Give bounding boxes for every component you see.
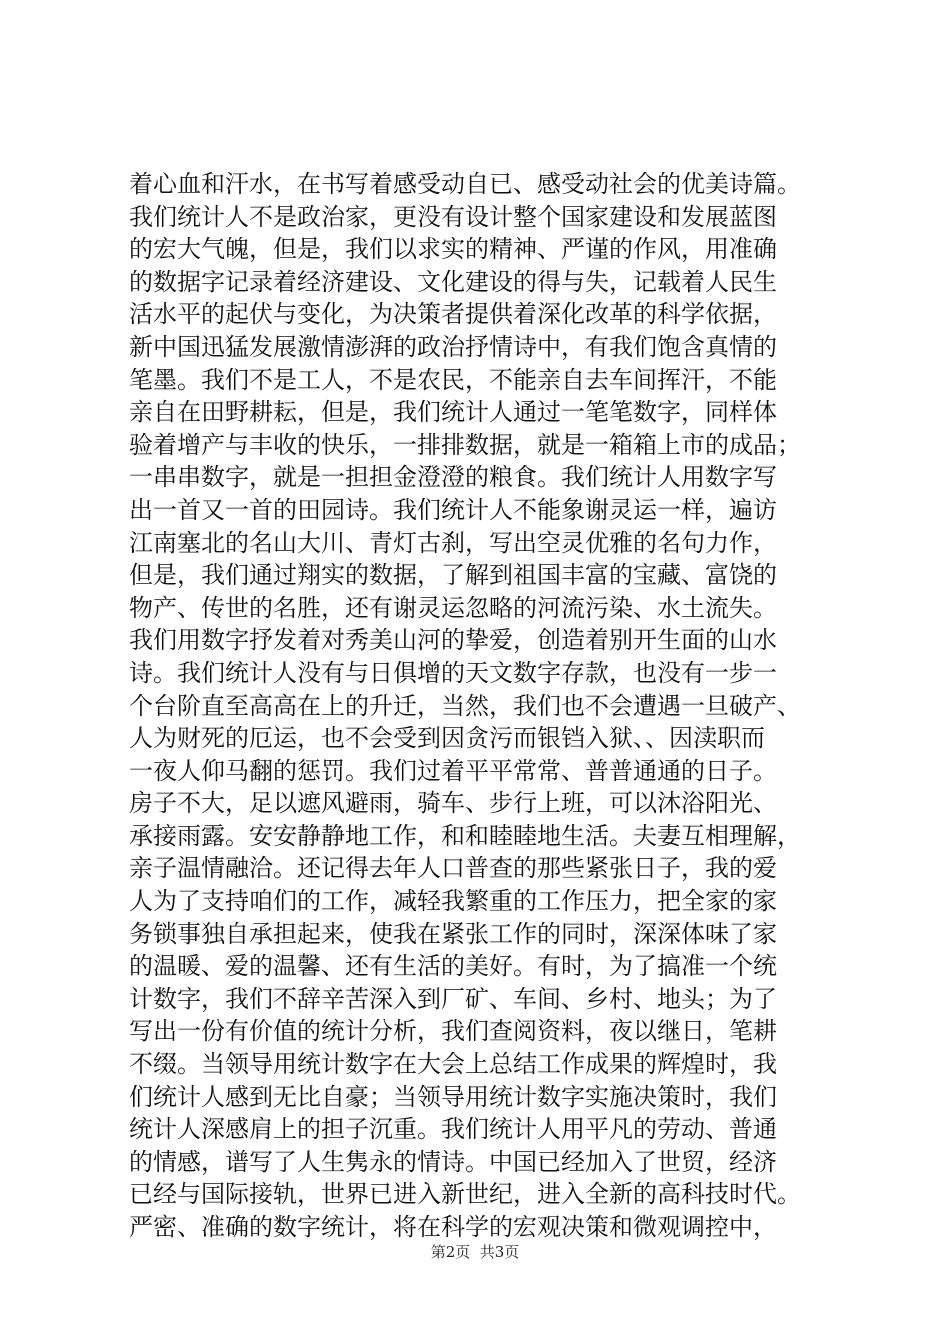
text-line: 活水平的起伏与变化，为决策者提供着深化改革的科学依据， — [129, 300, 777, 329]
text-line: 出一首又一首的田园诗。我们统计人不能象谢灵运一样，遍访 — [129, 495, 777, 524]
text-line: 计数字，我们不辞辛苦深入到厂矿、车间、乡村、地头；为了 — [129, 984, 777, 1013]
text-line: 但是，我们通过翔实的数据，了解到祖国丰富的宝藏、富饶的 — [129, 561, 777, 590]
text-line: 严密、准确的数字统计，将在科学的宏观决策和微观调控中， — [129, 1213, 777, 1241]
text-line: 们统计人感到无比自豪；当领导用统计数字实施决策时，我们 — [129, 1082, 777, 1111]
text-line: 的温暖、爱的温馨、还有生活的美好。有时，为了搞准一个统 — [129, 952, 777, 981]
text-line: 人为财死的厄运，也不会受到因贪污而银铛入狱、、因渎职而 — [129, 724, 765, 753]
body-text — [129, 168, 829, 1244]
text-line: 验着增产与丰收的快乐，一排排数据，就是一箱箱上市的成品； — [129, 430, 801, 459]
text-line: 新中国迅猛发展激情澎湃的政治抒情诗中，有我们饱含真情的 — [129, 332, 777, 361]
text-line: 务锁事独自承担起来，使我在紧张工作的同时，深深体味了家 — [129, 919, 777, 948]
text-line: 我们统计人不是政治家，更没有设计整个国家建设和发展蓝图 — [129, 202, 777, 231]
text-line: 江南塞北的名山大川、青灯古刹，写出空灵优雅的名句力作， — [129, 528, 777, 557]
text-line: 一夜人仰马翻的惩罚。我们过着平平常常、普普通通的日子。 — [129, 756, 777, 785]
text-line: 的宏大气魄，但是，我们以求实的精神、严谨的作风，用准确 — [129, 235, 777, 264]
text-line: 着心血和汗水，在书写着感受动自已、感受动社会的优美诗篇。 — [129, 170, 801, 198]
text-line: 房子不大，足以遮风避雨，骑车、步行上班，可以沐浴阳光、 — [129, 789, 777, 818]
text-line: 已经与国际接轨，世界已进入新世纪，进入全新的高科技时代。 — [129, 1180, 801, 1209]
text-line: 诗。我们统计人没有与日俱增的天文数字存款，也没有一步一 — [129, 658, 777, 687]
text-line: 笔墨。我们不是工人，不是农民，不能亲自去车间挥汗，不能 — [129, 365, 777, 394]
text-line: 物产、传世的名胜，还有谢灵运忽略的河流污染、水土流失。 — [129, 593, 777, 622]
text-line: 亲子温情融洽。还记得去年人口普查的那些紧张日子，我的爱 — [129, 854, 777, 883]
text-line: 个台阶直至高高在上的升迁，当然，我们也不会遭遇一旦破产、 — [129, 691, 801, 720]
text-line: 承接雨露。安安静静地工作，和和睦睦地生活。夫妻互相理解， — [129, 821, 801, 850]
text-line: 的情感，谱写了人生隽永的情诗。中国已经加入了世贸，经济 — [129, 1147, 777, 1176]
text-line: 一串串数字，就是一担担金澄澄的粮食。我们统计人用数字写 — [129, 463, 777, 492]
text-line: 亲自在田野耕耘，但是，我们统计人通过一笔笔数字，同样体 — [129, 398, 777, 427]
page-number: 第2页 共3页 — [430, 1243, 520, 1261]
text-line: 人为了支持咱们的工作，减轻我繁重的工作压力，把全家的家 — [129, 887, 777, 916]
text-line: 不缀。当领导用统计数字在大会上总结工作成果的辉煌时，我 — [129, 1050, 777, 1079]
text-line: 统计人深感肩上的担子沉重。我们统计人用平凡的劳动、普通 — [129, 1115, 777, 1144]
text-line: 的数据字记录着经济建设、文化建设的得与失，记载着人民生 — [129, 267, 777, 296]
page-footer — [0, 1242, 950, 1262]
text-line: 写出一份有价值的统计分析，我们查阅资料，夜以继日，笔耕 — [129, 1017, 777, 1046]
text-line: 我们用数字抒发着对秀美山河的挚爱，创造着别开生面的山水 — [129, 626, 777, 655]
